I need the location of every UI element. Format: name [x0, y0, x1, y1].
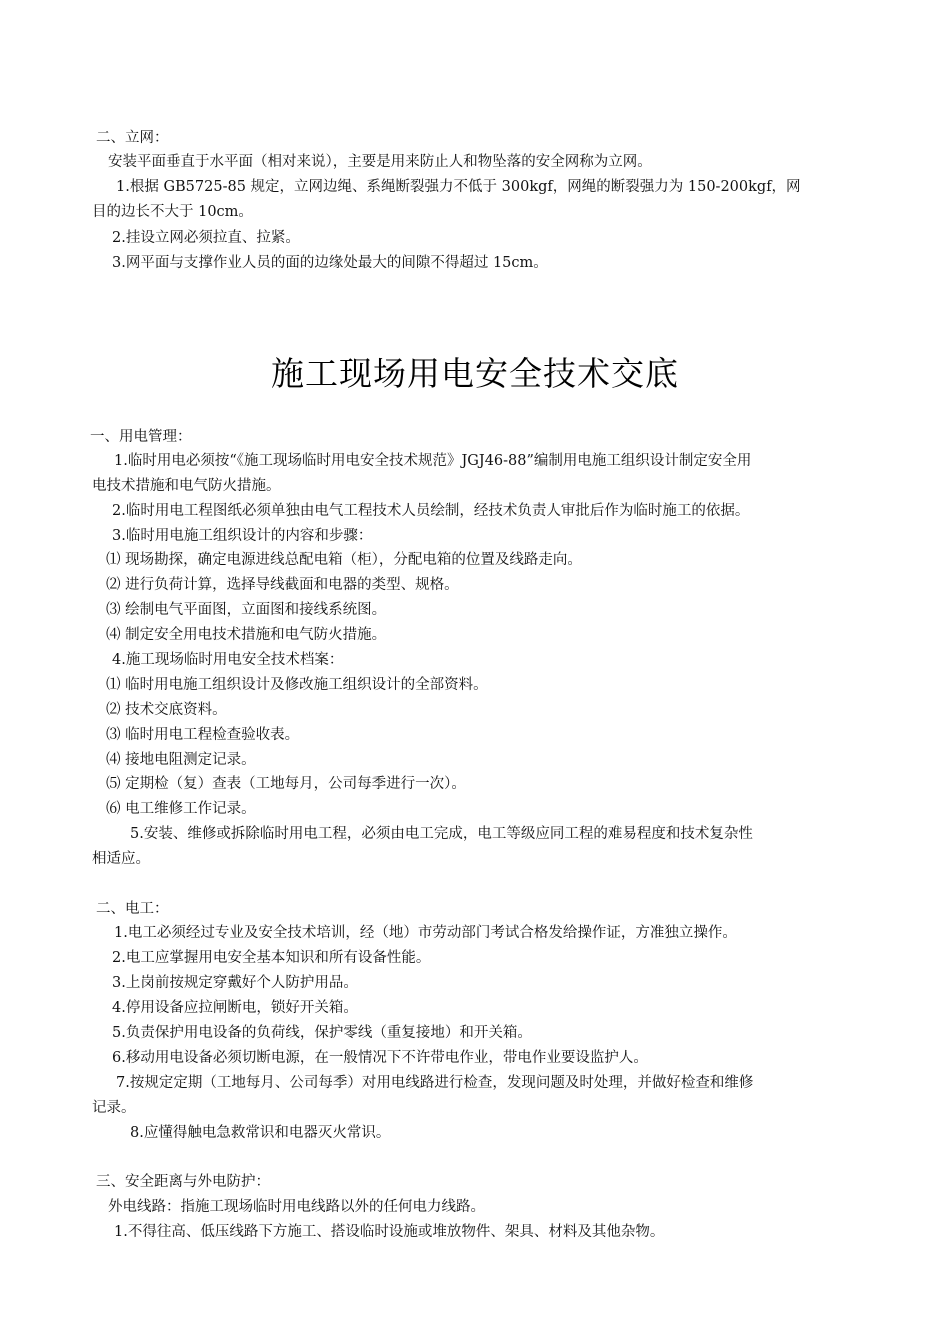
management-item-5-cont: 相适应。: [92, 851, 150, 867]
electrician-item-7-cont: 记录。: [92, 1100, 136, 1116]
management-item-3-sub-1: ⑴ 现场勘探，确定电源进线总配电箱（柜），分配电箱的位置及线路走向。: [106, 552, 582, 568]
distance-intro: 外电线路：指施工现场临时用电线路以外的任何电力线路。: [108, 1199, 485, 1215]
standing-net-item-2: 2.挂设立网必须拉直、拉紧。: [112, 230, 300, 246]
section-heading-standing-net: 二、立网：: [96, 130, 169, 146]
standing-net-item-1-cont: 目的边长不大于 10cm。: [92, 204, 253, 220]
management-item-4-sub-3: ⑶ 临时用电工程检查验收表。: [106, 727, 300, 743]
management-item-4-sub-6: ⑹ 电工维修工作记录。: [106, 801, 256, 817]
management-item-5: 5.安装、维修或拆除临时用电工程，必须由电工完成，电工等级应同工程的难易程度和技术复杂性: [130, 826, 753, 842]
management-item-3-sub-3: ⑶ 绘制电气平面图，立面图和接线系统图。: [106, 602, 387, 618]
electrician-item-2: 2.电工应掌握用电安全基本知识和所有设备性能。: [112, 950, 431, 966]
management-item-1: 1.临时用电必须按“《施工现场临时用电安全技术规范》JGJ46-88”编制用电施工组织设计制定安全用: [114, 453, 752, 469]
management-item-3-sub-2: ⑵ 进行负荷计算，选择导线截面和电器的类型、规格。: [106, 577, 459, 593]
management-item-3-sub-4: ⑷ 制定安全用电技术措施和电气防火措施。: [106, 627, 387, 643]
section-heading-management: 一、用电管理：: [90, 429, 192, 445]
electrician-item-4: 4.停用设备应拉闸断电，锁好开关箱。: [112, 1000, 358, 1016]
section-heading-distance: 三、安全距离与外电防护：: [96, 1174, 270, 1190]
management-item-3: 3.临时用电施工组织设计的内容和步骤：: [112, 528, 373, 544]
distance-item-1: 1.不得往高、低压线路下方施工、搭设临时设施或堆放物件、架具、材料及其他杂物。: [114, 1224, 665, 1240]
management-item-1-cont: 电技术措施和电气防火措施。: [92, 478, 281, 494]
section-heading-electrician: 二、电工：: [96, 901, 169, 917]
management-item-4: 4.施工现场临时用电安全技术档案：: [112, 652, 344, 668]
standing-net-intro: 安装平面垂直于水平面（相对来说），主要是用来防止人和物坠落的安全网称为立网。: [108, 154, 652, 170]
electrician-item-7: 7.按规定定期（工地每月、公司每季）对用电线路进行检查，发现问题及时处理，并做好检查和维修: [116, 1075, 754, 1091]
management-item-4-sub-5: ⑸ 定期检（复）查表（工地每月，公司每季进行一次）。: [106, 776, 466, 792]
management-item-2: 2.临时用电工程图纸必须单独由电气工程技术人员绘制，经技术负责人审批后作为临时施工的依据。: [112, 503, 750, 519]
management-item-4-sub-4: ⑷ 接地电阻测定记录。: [106, 752, 256, 768]
standing-net-item-3: 3.网平面与支撑作业人员的面的边缘处最大的间隙不得超过 15cm。: [112, 255, 548, 271]
standing-net-item-1: 1.根据 GB5725-85 规定，立网边绳、系绳断裂强力不低于 300kgf，网绳的断裂强力为 150-200kgf，网: [116, 179, 801, 195]
management-item-4-sub-2: ⑵ 技术交底资料。: [106, 702, 227, 718]
document-title: 施工现场用电安全技术交底: [271, 354, 679, 393]
electrician-item-5: 5.负责保护用电设备的负荷线，保护零线（重复接地）和开关箱。: [112, 1025, 532, 1041]
electrician-item-1: 1.电工必须经过专业及安全技术培训，经（地）市劳动部门考试合格发给操作证，方准独立操作。: [114, 925, 737, 941]
electrician-item-3: 3.上岗前按规定穿戴好个人防护用品。: [112, 975, 358, 991]
electrician-item-6: 6.移动用电设备必须切断电源，在一般情况下不许带电作业，带电作业要设监护人。: [112, 1050, 648, 1066]
electrician-item-8: 8.应懂得触电急救常识和电器灭火常识。: [130, 1125, 391, 1141]
management-item-4-sub-1: ⑴ 临时用电施工组织设计及修改施工组织设计的全部资料。: [106, 677, 488, 693]
